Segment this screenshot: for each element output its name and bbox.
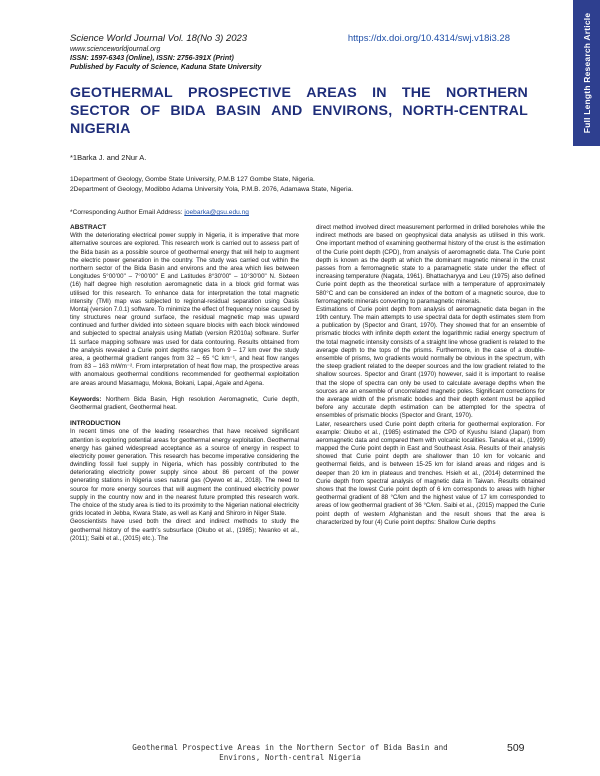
keywords-label: Keywords: — [70, 395, 102, 403]
running-footer — [70, 743, 510, 763]
corresponding-label: *Corresponding Author Email Address: — [70, 209, 185, 216]
affiliations — [70, 175, 530, 194]
footer-line-1: Geothermal Prospective Areas in the Northern Sector of Bida Basin and — [132, 743, 448, 752]
title-word: AND — [271, 103, 303, 119]
right-column — [316, 224, 545, 527]
title-word: GEOTHERMAL — [70, 85, 173, 101]
title-word: NORTH-CENTRAL — [402, 103, 528, 119]
title-word: IN — [372, 85, 387, 101]
title-line-3 — [70, 120, 528, 138]
title-word: BASIN — [215, 103, 262, 119]
title-word: THE — [401, 85, 431, 101]
doi-link[interactable]: https://dx.doi.org/10.4314/swj.v18i3.28 — [347, 33, 510, 44]
email-link[interactable]: joebarka@gsu.edu.ng — [184, 209, 249, 216]
title-line-1 — [70, 84, 528, 102]
title-word: OF — [140, 103, 161, 119]
footer-line-2: Environs, North-central Nigeria — [219, 753, 361, 762]
abstract-heading: ABSTRACT — [70, 224, 107, 231]
keywords — [70, 396, 299, 412]
journal-header — [70, 33, 510, 72]
article-type-tab — [573, 0, 600, 146]
title-word: NIGERIA — [70, 121, 131, 137]
title-word: SECTOR — [70, 103, 131, 119]
introduction-heading: INTRODUCTION — [70, 420, 121, 428]
title-word: NORTHERN — [445, 85, 528, 101]
page-number: 509 — [507, 742, 525, 754]
abstract-text: With the deteriorating electrical power supply in Nigeria, it is imperative that more alternative sources are explored. This research work is carried out to assess part of the Bida basin as a possible source of geothermal energy that will help to augment the electric power generation in the country. The study was carried out within the northern sector of the Bida Basin and environs and the area which lies between Longitudes 5°00'00" – 7°00'00" E and Latitudes 8°30'00" – 10°30'00" N. Sixteen (16) half degree high resolution aeromagnetic data in a block grid format was utilised for this research. To enhance data for interpretation the total magnetic intensity (TMI) map was subjected to regional-residual separation using Oasis Montaj (version 7.0.1) software. To minimize the effect of frequency noise caused by tiny structures near ground surface, the residual magnetic map was upward continued and further divided into sixteen square blocks with each block windowed and subjected to spectral analysis using Matlab (version R2010a) software. Surfer 11 surface mapping software was used for data contouring. Results obtained from the analysis revealed a Curie point depths ranges from 9 – 17 km over the study area, a geothermal gradient ranges from 32 – 65 °C km⁻¹, and heat flow ranges from 83 – 163 mWm⁻². From interpretation of heat flow map, the prospective areas with anomalous geothermal conditions recommended for geothermal exploitation are areas around Masamagu, Mokwa, Bokani, Lapai, Agaie and Agena. — [70, 232, 299, 387]
keywords-text: Northern Bida Basin, High resolution Aeromagnetic, Curie depth, Geothermal gradient, Geothermal heat. — [70, 395, 299, 411]
issn-line: ISSN: 1597-6343 (Online), ISSN: 2756-391X (Print) — [70, 55, 234, 62]
left-column — [70, 224, 299, 543]
title-word: ENVIRONS, — [312, 103, 393, 119]
paper-title — [70, 84, 528, 138]
authors: *1Barka J. and 2Nur A. — [70, 153, 147, 162]
affiliation-2: 2Department of Geology, Modibbo Adama University Yola, P.M.B. 2076, Adamawa State, Nigeria. — [70, 185, 354, 193]
introduction-paragraph-2: Geoscientists have used both the direct and indirect methods to study the geothermal history of the earth's subsurface (Okubo et al., (1985); Nwanko et al., (2011); Saibi et al., (2015) etc.). The — [70, 518, 299, 542]
title-line-2 — [70, 102, 528, 120]
introduction-paragraph-1: In recent times one of the leading researches that have received significant attention is exploring potential areas for geothermal energy exploitation. Geothermal energy has gained widespread acceptance as a source of energy in respect to electricity power generation. This research has become imperative considering the dwindling fossil fuel supply in Nigeria, which has possibly contributed to the deteriorating electricity power supply since about 86 percent of the power generating stations in Nigeria uses natural gas (Oyewo et al., 2018). The need to source for more energy sources that will augment the continued electricity power supply in the country now and in the nearest future prompted this research work. The choice of the study area is tied to its proximity to the Nigerian national electricity grids located in Jebba, Kwara State, as well as Kanji and Shiroro in Niger State. — [70, 428, 299, 518]
corresponding-author — [70, 208, 249, 217]
introduction-paragraph-5: Later, researchers used Curie point depth criteria for geothermal exploration. For example: Okubo et al., (1985) estimated the CPD of Kyushu Island (Japan) from aeromagnetic data and compared them with volcanic localities. Tanaka et al., (1999) mapped the Curie point depth in East and Southeast Asia. Results of their analysis showed that Curie point depth are shallower than 10 km for volcanic and geothermal fields, and is between 15-25 km for island areas and ridges and is deeper than 20 km in plateaus and trenches. Hsieh et al., (2014) determined the Curie depth from spectral analysis of magnetic data in Taiwan. Results obtained shows that the lowest Curie point depth of 6 km corresponds to areas with higher geothermal gradient of 88 °C/km and the highest value of 17 km corresponded to areas of low geothermal gradient of 36 °C/km. Saibi et al., (2015) mapped the Curie point depth of western Afghanistan and the result shows that the area is characterized by four (4) Curie point depths: Shallow Curie depths — [316, 420, 545, 526]
journal-website[interactable]: www.scienceworldjournal.org — [70, 46, 161, 53]
introduction-paragraph-3: direct method involved direct measurement performed in drilled boreholes while the indirect methods are based on geophysical data analysis as utilised in this work. One important method of examining geothermal history of the crust is the estimation of the Curie point depth (CPD), from analysis of aeromagnetic data. The Curie point depth is known as the depth at which the dominant magnetic mineral in the crust passes from a ferromagnetic state to a paramagnetic state under the effect of increasing temperature (Nagata, 1961). Bhattacharyya and Leu (1975) also defined Curie point depth as the theoretical surface with a temperature of approximately 580°C and can be considered an index of the bottom of a magnetic source, due to ferromagnetic minerals converting to paramagnetic minerals. — [316, 224, 545, 305]
introduction-paragraph-4: Estimations of Curie point depth from analysis of aeromagnetic data began in the 19th century. The main attempts to use spectral data for depth estimates stem from a publication by (Spector and Grant, 1970). They showed that for an ensemble of prismatic blocks with infinite depth extent the logarithmic radial energy spectrum of the total magnetic intensity consists of a straight line whose gradient is related to the average depth to the tops of the prisms. Furthermore, in the case of a double-ensemble of prisms, two gradients would normally be obvious in the spectrum, with the steep gradient related to the deeper sources and the low gradient related to the shallow sources. Spector and Grant (1970) however, said it is important to realise that the slope of spectra can only be used to calculate average depths when the sources are an ensemble of uncorrelated magnetic poles. Significant corrections for the average width of the prismatic bodies and their depth extent must be applied before any accurate depth estimation can be attempted for the spectra of ensembles of prismatic blocks (Spector and Grant, 1970). — [316, 305, 545, 420]
article-type-label: Full Length Research Article — [581, 12, 592, 134]
title-word: BIDA — [170, 103, 206, 119]
journal-name: Science World Journal Vol. 18(No 3) 2023 — [70, 33, 248, 44]
affiliation-1: 1Department of Geology, Gombe State University, P.M.B 127 Gombe State, Nigeria. — [70, 176, 315, 183]
title-word: PROSPECTIVE — [188, 85, 292, 101]
publisher-line: Published by Faculty of Science, Kaduna State University — [70, 64, 262, 71]
title-word: AREAS — [306, 85, 357, 101]
